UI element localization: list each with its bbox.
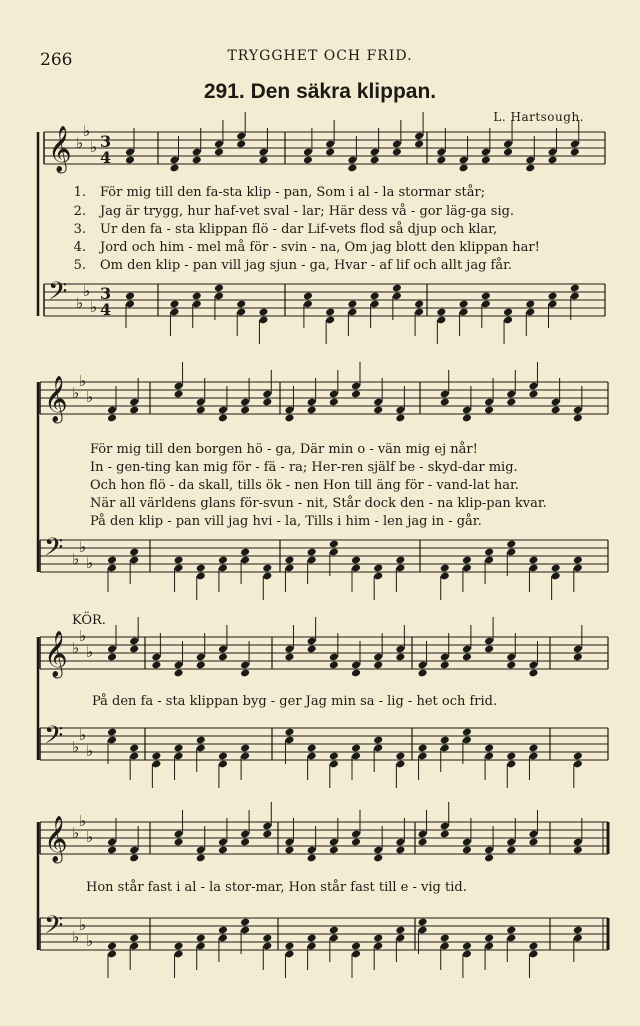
- notehead: [373, 934, 383, 943]
- flat-icon: ♭: [86, 643, 94, 661]
- flat-icon: ♭: [83, 282, 91, 300]
- notehead: [329, 540, 339, 549]
- notehead: [262, 830, 272, 839]
- notehead: [573, 653, 583, 662]
- verse-number: 1.: [73, 185, 86, 200]
- notehead: [236, 140, 246, 149]
- notehead: [351, 838, 361, 847]
- notehead: [329, 398, 339, 407]
- notehead: [528, 838, 538, 847]
- flat-icon: ♭: [83, 122, 91, 140]
- notehead: [174, 669, 184, 678]
- notehead: [373, 736, 383, 745]
- notehead: [192, 156, 202, 165]
- notehead: [459, 164, 469, 173]
- notehead: [503, 148, 513, 157]
- chorus-line-1: På den fa - sta klippan byg - ger Jag min sa - lig - het och frid.: [92, 694, 498, 709]
- notehead: [169, 300, 179, 309]
- notehead: [174, 556, 184, 565]
- notehead: [392, 148, 402, 157]
- verse-line: För mig till den borgen hö - ga, Där min o - vän mig ej når!: [90, 442, 478, 457]
- notehead: [414, 300, 424, 309]
- flat-icon: ♭: [76, 134, 84, 152]
- notehead: [484, 406, 494, 415]
- notehead: [484, 744, 494, 753]
- notehead: [303, 156, 313, 165]
- notehead: [573, 846, 583, 855]
- notehead: [462, 414, 472, 423]
- notehead: [240, 744, 250, 753]
- verse-line: För mig till den fa-sta klip - pan, Som i al - la stormar står;: [100, 185, 486, 200]
- notehead: [107, 846, 117, 855]
- bass-clef-icon: 𝄢: [44, 911, 64, 946]
- notehead: [329, 926, 339, 935]
- hymn-name: Den säkra klippan.: [250, 80, 437, 103]
- treble-clef-icon: 𝄞: [44, 631, 68, 677]
- notehead: [351, 669, 361, 678]
- notehead: [240, 918, 250, 927]
- flat-icon: ♭: [79, 372, 87, 390]
- notehead: [129, 548, 139, 557]
- flat-icon: ♭: [72, 384, 80, 402]
- notehead: [573, 414, 583, 423]
- notehead: [174, 838, 184, 847]
- notehead: [395, 414, 405, 423]
- notehead: [240, 838, 250, 847]
- notehead: [284, 414, 294, 423]
- notehead: [196, 736, 206, 745]
- notehead: [484, 854, 494, 863]
- notehead: [284, 846, 294, 855]
- notehead: [570, 284, 580, 293]
- notehead: [307, 934, 317, 943]
- notehead: [459, 300, 469, 309]
- notehead: [440, 934, 450, 943]
- notehead: [174, 390, 184, 399]
- verse-number: 3.: [73, 222, 86, 237]
- notehead: [196, 934, 206, 943]
- notehead: [284, 942, 294, 951]
- flat-icon: ♭: [79, 726, 87, 744]
- notehead: [395, 752, 405, 761]
- notehead: [107, 414, 117, 423]
- notehead: [503, 308, 513, 317]
- notehead: [440, 398, 450, 407]
- notehead: [436, 308, 446, 317]
- notehead: [370, 292, 380, 301]
- notehead: [573, 556, 583, 565]
- flat-icon: ♭: [79, 627, 87, 645]
- notehead: [481, 156, 491, 165]
- notehead: [395, 926, 405, 935]
- notehead: [303, 292, 313, 301]
- time-signature-bottom: 4: [100, 148, 112, 167]
- notehead: [462, 653, 472, 662]
- notehead: [440, 564, 450, 573]
- notehead: [284, 556, 294, 565]
- notehead: [258, 308, 268, 317]
- flat-icon: ♭: [86, 828, 94, 846]
- notehead: [129, 645, 139, 654]
- notehead: [240, 406, 250, 415]
- chorus-line-2: Hon står fast i al - la stor-mar, Hon står fast till e - vig tid.: [86, 880, 467, 895]
- notehead: [506, 752, 516, 761]
- flat-icon: ♭: [72, 928, 80, 946]
- notehead: [395, 846, 405, 855]
- notehead: [192, 292, 202, 301]
- notehead: [440, 736, 450, 745]
- hymn-number: 291.: [203, 80, 245, 103]
- notehead: [107, 653, 117, 662]
- notehead: [240, 669, 250, 678]
- flat-icon: ♭: [72, 550, 80, 568]
- notehead: [528, 744, 538, 753]
- notehead: [573, 926, 583, 935]
- time-signature-bottom: 4: [100, 300, 112, 319]
- notehead: [440, 830, 450, 839]
- treble-clef-icon: 𝄞: [44, 376, 68, 422]
- notehead: [262, 398, 272, 407]
- flat-icon: ♭: [76, 294, 84, 312]
- verse-number: 2.: [73, 204, 86, 219]
- verse-line: In - gen-ting kan mig för - fä - ra; Her-ren själf be - skyd-dar mig.: [90, 460, 518, 475]
- treble-clef-icon: 𝄞: [44, 816, 68, 862]
- notehead: [325, 308, 335, 317]
- verse-line: Jord och him - mel må för - svin - na, Om jag blott den klippan har!: [100, 240, 540, 255]
- notehead: [214, 284, 224, 293]
- notehead: [107, 728, 117, 737]
- notehead: [218, 752, 228, 761]
- notehead: [395, 556, 405, 565]
- notehead: [351, 744, 361, 753]
- notehead: [373, 661, 383, 670]
- notehead: [218, 414, 228, 423]
- notehead: [506, 540, 516, 549]
- flat-icon: ♭: [72, 824, 80, 842]
- notehead: [506, 661, 516, 670]
- verse-line: Jag är trygg, hur haf-vet sval - lar; Här dess vå - gor läg-ga sig.: [100, 204, 515, 219]
- notehead: [506, 846, 516, 855]
- notehead: [218, 653, 228, 662]
- notehead: [196, 854, 206, 863]
- notehead: [525, 164, 535, 173]
- composer-credit: L. Hartsough.: [493, 110, 584, 124]
- page-number: 266: [40, 50, 73, 70]
- notehead: [307, 548, 317, 557]
- notehead: [262, 934, 272, 943]
- notehead: [395, 653, 405, 662]
- notehead: [351, 942, 361, 951]
- bass-clef-icon: 𝄢: [44, 721, 64, 756]
- verse-line: Ur den fa - sta klippan flö - dar Lif-vets flod så djup och klar,: [100, 222, 498, 237]
- verse-line: På den klip - pan vill jag hvi - la, Tills i him - len jag in - går.: [90, 514, 482, 529]
- notehead: [484, 934, 494, 943]
- notehead: [151, 752, 161, 761]
- notehead: [196, 406, 206, 415]
- notehead: [107, 942, 117, 951]
- notehead: [129, 406, 139, 415]
- notehead: [484, 548, 494, 557]
- notehead: [307, 406, 317, 415]
- notehead: [440, 661, 450, 670]
- notehead: [325, 148, 335, 157]
- notehead: [262, 564, 272, 573]
- flat-icon: ♭: [86, 932, 94, 950]
- notehead: [129, 854, 139, 863]
- notehead: [547, 156, 557, 165]
- notehead: [547, 292, 557, 301]
- notehead: [329, 661, 339, 670]
- bass-clef-icon: 𝄢: [44, 533, 64, 568]
- notehead: [528, 942, 538, 951]
- notehead: [218, 556, 228, 565]
- notehead: [307, 854, 317, 863]
- notehead: [284, 728, 294, 737]
- notehead: [169, 164, 179, 173]
- notehead: [174, 942, 184, 951]
- notehead: [528, 669, 538, 678]
- notehead: [418, 838, 428, 847]
- notehead: [551, 564, 561, 573]
- flat-icon: ♭: [72, 639, 80, 657]
- bass-clef-icon: 𝄢: [48, 277, 68, 312]
- notehead: [570, 148, 580, 157]
- notehead: [418, 918, 428, 927]
- notehead: [347, 300, 357, 309]
- notehead: [525, 300, 535, 309]
- notehead: [462, 942, 472, 951]
- chorus-label: KÖR.: [72, 613, 106, 628]
- treble-clef-icon: 𝄞: [48, 126, 72, 172]
- flat-icon: ♭: [79, 812, 87, 830]
- notehead: [129, 934, 139, 943]
- verse-line: Och hon flö - da skall, tills ök - nen Hon till äng för - vand-lat har.: [90, 478, 519, 493]
- notehead: [258, 156, 268, 165]
- notehead: [236, 300, 246, 309]
- notehead: [240, 548, 250, 557]
- time-signature-top: 3: [100, 132, 112, 151]
- flat-icon: ♭: [79, 916, 87, 934]
- flat-icon: ♭: [86, 742, 94, 760]
- notehead: [528, 390, 538, 399]
- notehead: [392, 284, 402, 293]
- notehead: [284, 653, 294, 662]
- notehead: [174, 744, 184, 753]
- notehead: [373, 564, 383, 573]
- running-head: TRYGGHET OCH FRID.: [227, 48, 413, 64]
- notehead: [573, 752, 583, 761]
- notehead: [196, 661, 206, 670]
- notehead: [506, 398, 516, 407]
- notehead: [151, 661, 161, 670]
- flat-icon: ♭: [86, 554, 94, 572]
- flat-icon: ♭: [90, 138, 98, 156]
- notehead: [551, 406, 561, 415]
- notehead: [196, 564, 206, 573]
- verse-number: 5.: [73, 258, 86, 273]
- time-signature-top: 3: [100, 284, 112, 303]
- notehead: [484, 645, 494, 654]
- flat-icon: ♭: [90, 298, 98, 316]
- flat-icon: ♭: [86, 388, 94, 406]
- notehead: [125, 156, 135, 165]
- verse-line: När all världens glans för-svun - nit, Står dock den - na klip-pan kvar.: [90, 496, 547, 511]
- notehead: [351, 390, 361, 399]
- notehead: [506, 926, 516, 935]
- flat-icon: ♭: [79, 538, 87, 556]
- notehead: [528, 556, 538, 565]
- notehead: [329, 846, 339, 855]
- verse-number: 4.: [73, 240, 86, 255]
- notehead: [351, 556, 361, 565]
- notehead: [462, 846, 472, 855]
- notehead: [129, 744, 139, 753]
- notehead: [370, 156, 380, 165]
- notehead: [329, 752, 339, 761]
- verse-line: Om den klip - pan vill jag sjun - ga, Hvar - af lif och allt jag får.: [100, 258, 513, 273]
- notehead: [418, 744, 428, 753]
- notehead: [214, 148, 224, 157]
- notehead: [107, 556, 117, 565]
- notehead: [481, 292, 491, 301]
- notehead: [218, 926, 228, 935]
- notehead: [373, 406, 383, 415]
- notehead: [436, 156, 446, 165]
- notehead: [307, 744, 317, 753]
- notehead: [373, 854, 383, 863]
- notehead: [307, 645, 317, 654]
- notehead: [347, 164, 357, 173]
- notehead: [414, 140, 424, 149]
- notehead: [125, 292, 135, 301]
- flat-icon: ♭: [72, 738, 80, 756]
- notehead: [418, 669, 428, 678]
- notehead: [218, 846, 228, 855]
- notehead: [462, 556, 472, 565]
- notehead: [462, 728, 472, 737]
